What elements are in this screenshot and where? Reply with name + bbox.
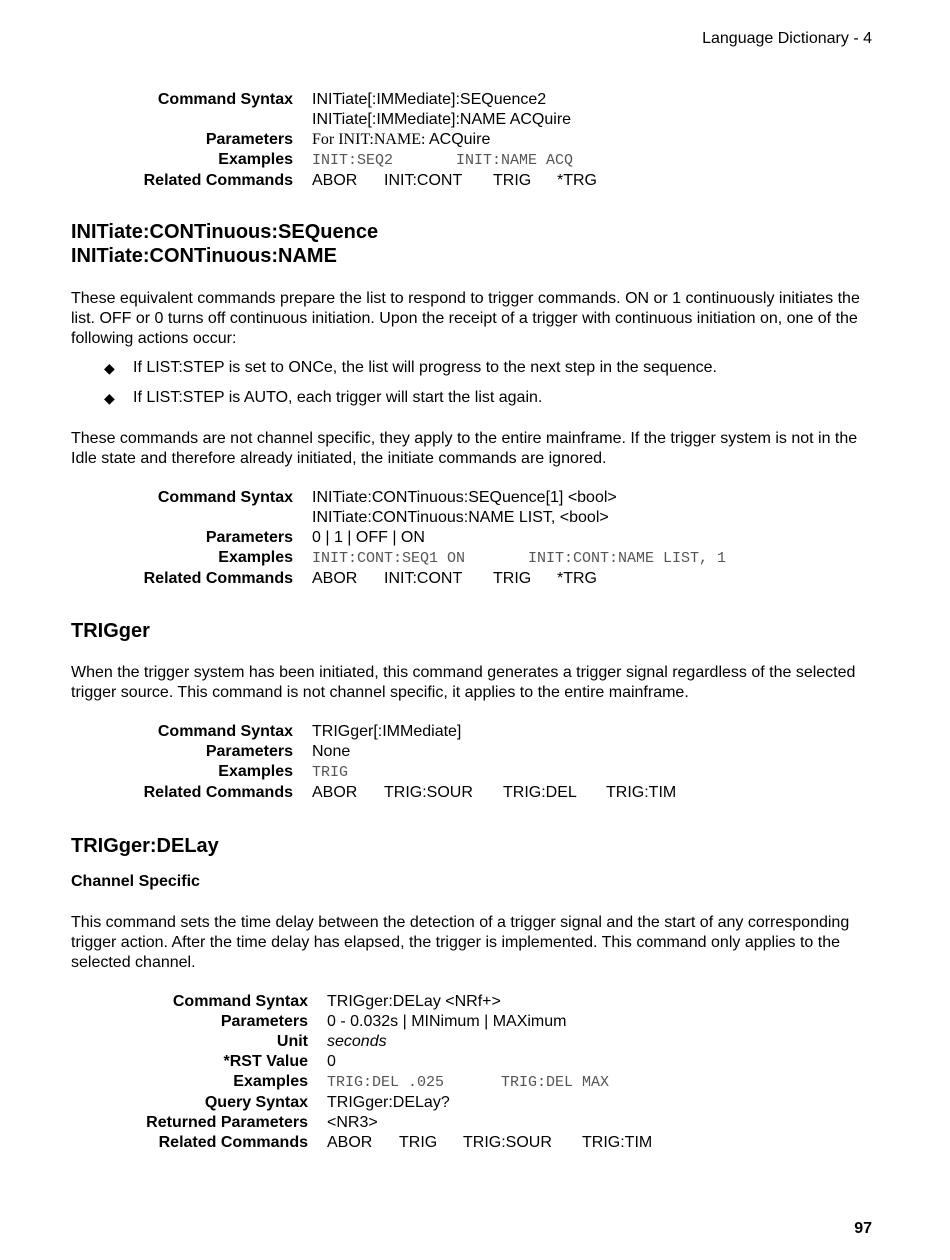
- label-rst-value: *RST Value: [223, 1053, 308, 1070]
- label-query-syntax: Query Syntax: [204, 1094, 308, 1111]
- diamond-bullet-icon: ◆: [104, 360, 115, 376]
- example-2: INIT:CONT:NAME LIST, 1: [528, 550, 727, 567]
- related-2: TRIG:SOUR: [384, 784, 473, 801]
- label-parameters: Parameters: [205, 529, 293, 546]
- paragraph: These equivalent commands prepare the list to respond to trigger commands. ON or 1 continuously initiates the list. OFF or 0 turns off continuous initiation. Upon the receipt of a trigger with continuous initiation on, one of the following actions occur:: [71, 290, 860, 347]
- label-parameters: Parameters: [220, 1013, 308, 1030]
- syntax-value: INITiate:CONTinuous:SEQuence[1] <bool>: [312, 489, 617, 506]
- page-header: Language Dictionary - 4: [702, 30, 872, 47]
- section-heading: TRIGger:DELay: [71, 835, 219, 857]
- label-command-syntax: Command Syntax: [157, 723, 293, 740]
- label-command-syntax: Command Syntax: [172, 993, 308, 1010]
- related-1: ABOR: [312, 570, 358, 587]
- label-command-syntax: Command Syntax: [157, 91, 293, 108]
- syntax-value: TRIGger:DELay <NRf+>: [327, 993, 501, 1010]
- command-table-trigger: [0, 722, 676, 803]
- params-value: 0 - 0.032s | MINimum | MAXimum: [327, 1013, 567, 1030]
- diamond-bullet-icon: ◆: [104, 390, 115, 406]
- syntax-value: INITiate[:IMMediate]:SEQuence2: [312, 91, 547, 108]
- subheading: Channel Specific: [71, 873, 200, 890]
- related-3: TRIG:SOUR: [463, 1134, 552, 1151]
- related-1: ABOR: [312, 784, 358, 801]
- related-2: INIT:CONT: [384, 570, 463, 587]
- syntax-value-2: INITiate[:IMMediate]:NAME ACQuire: [312, 111, 572, 128]
- example-1: TRIG: [312, 764, 349, 781]
- related-1: ABOR: [312, 172, 358, 189]
- list-item: ◆ If LIST:STEP is AUTO, each trigger will start the list again.: [104, 389, 543, 406]
- related-2: INIT:CONT: [384, 172, 463, 189]
- related-4: *TRG: [557, 570, 597, 587]
- related-3: TRIG: [493, 172, 532, 189]
- page-number: 97: [854, 1220, 872, 1237]
- example-2: TRIG:DEL MAX: [501, 1074, 610, 1091]
- paragraph: When the trigger system has been initiated, this command generates a trigger signal regardless of the selected trigger source. This command is not channel specific, it applies to the entire mainframe.: [71, 664, 856, 701]
- list-item: ◆ If LIST:STEP is set to ONCe, the list will progress to the next step in the sequence.: [104, 359, 717, 376]
- label-examples: Examples: [218, 763, 293, 780]
- command-table-initiate-continuous: [0, 488, 726, 589]
- section-heading: TRIGger: [71, 620, 150, 642]
- rst-value: 0: [327, 1053, 336, 1070]
- label-parameters: Parameters: [205, 131, 293, 148]
- command-table-initiate-immediate: [0, 90, 597, 191]
- label-examples: Examples: [218, 549, 293, 566]
- query-value: TRIGger:DELay?: [327, 1094, 450, 1111]
- label-examples: Examples: [233, 1073, 308, 1090]
- related-3: TRIG:DEL: [503, 784, 577, 801]
- params-value: None: [312, 743, 351, 760]
- label-related-commands: Related Commands: [143, 172, 293, 189]
- syntax-value: TRIGger[:IMMediate]: [312, 723, 462, 740]
- related-3: TRIG: [493, 570, 532, 587]
- label-related-commands: Related Commands: [143, 784, 293, 801]
- command-table-trigger-delay: [0, 992, 652, 1153]
- related-4: *TRG: [557, 172, 597, 189]
- section-heading-1: INITiate:CONTinuous:SEQuence: [71, 221, 379, 243]
- unit-value: seconds: [327, 1033, 387, 1050]
- label-returned-parameters: Returned Parameters: [146, 1114, 308, 1131]
- returned-value: <NR3>: [327, 1114, 378, 1131]
- related-2: TRIG: [399, 1134, 438, 1151]
- params-value: 0 | 1 | OFF | ON: [312, 529, 425, 546]
- label-related-commands: Related Commands: [143, 570, 293, 587]
- example-1: INIT:CONT:SEQ1 ON: [312, 550, 466, 567]
- label-examples: Examples: [218, 151, 293, 168]
- example-1: INIT:SEQ2: [312, 152, 394, 169]
- params-value: ACQuire: [428, 131, 491, 148]
- section-heading-2: INITiate:CONTinuous:NAME: [71, 245, 337, 267]
- related-4: TRIG:TIM: [582, 1134, 653, 1151]
- label-unit: Unit: [276, 1033, 308, 1050]
- label-related-commands: Related Commands: [158, 1134, 308, 1151]
- params-prefix: For INIT:NAME:: [312, 131, 426, 148]
- syntax-value-2: INITiate:CONTinuous:NAME LIST, <bool>: [312, 509, 609, 526]
- example-2: INIT:NAME ACQ: [456, 152, 574, 169]
- paragraph: These commands are not channel specific, they apply to the entire mainframe. If the trigger system is not in the Idle state and therefore already initiated, the initiate commands are ignored.: [71, 430, 858, 467]
- related-1: ABOR: [327, 1134, 373, 1151]
- label-parameters: Parameters: [205, 743, 293, 760]
- paragraph: This command sets the time delay between the detection of a trigger signal and the start of any corresponding trigger action. After the time delay has elapsed, the trigger is implemented. This command only applies to the selected channel.: [71, 914, 850, 971]
- example-1: TRIG:DEL .025: [327, 1074, 445, 1091]
- label-command-syntax: Command Syntax: [157, 489, 293, 506]
- related-4: TRIG:TIM: [606, 784, 677, 801]
